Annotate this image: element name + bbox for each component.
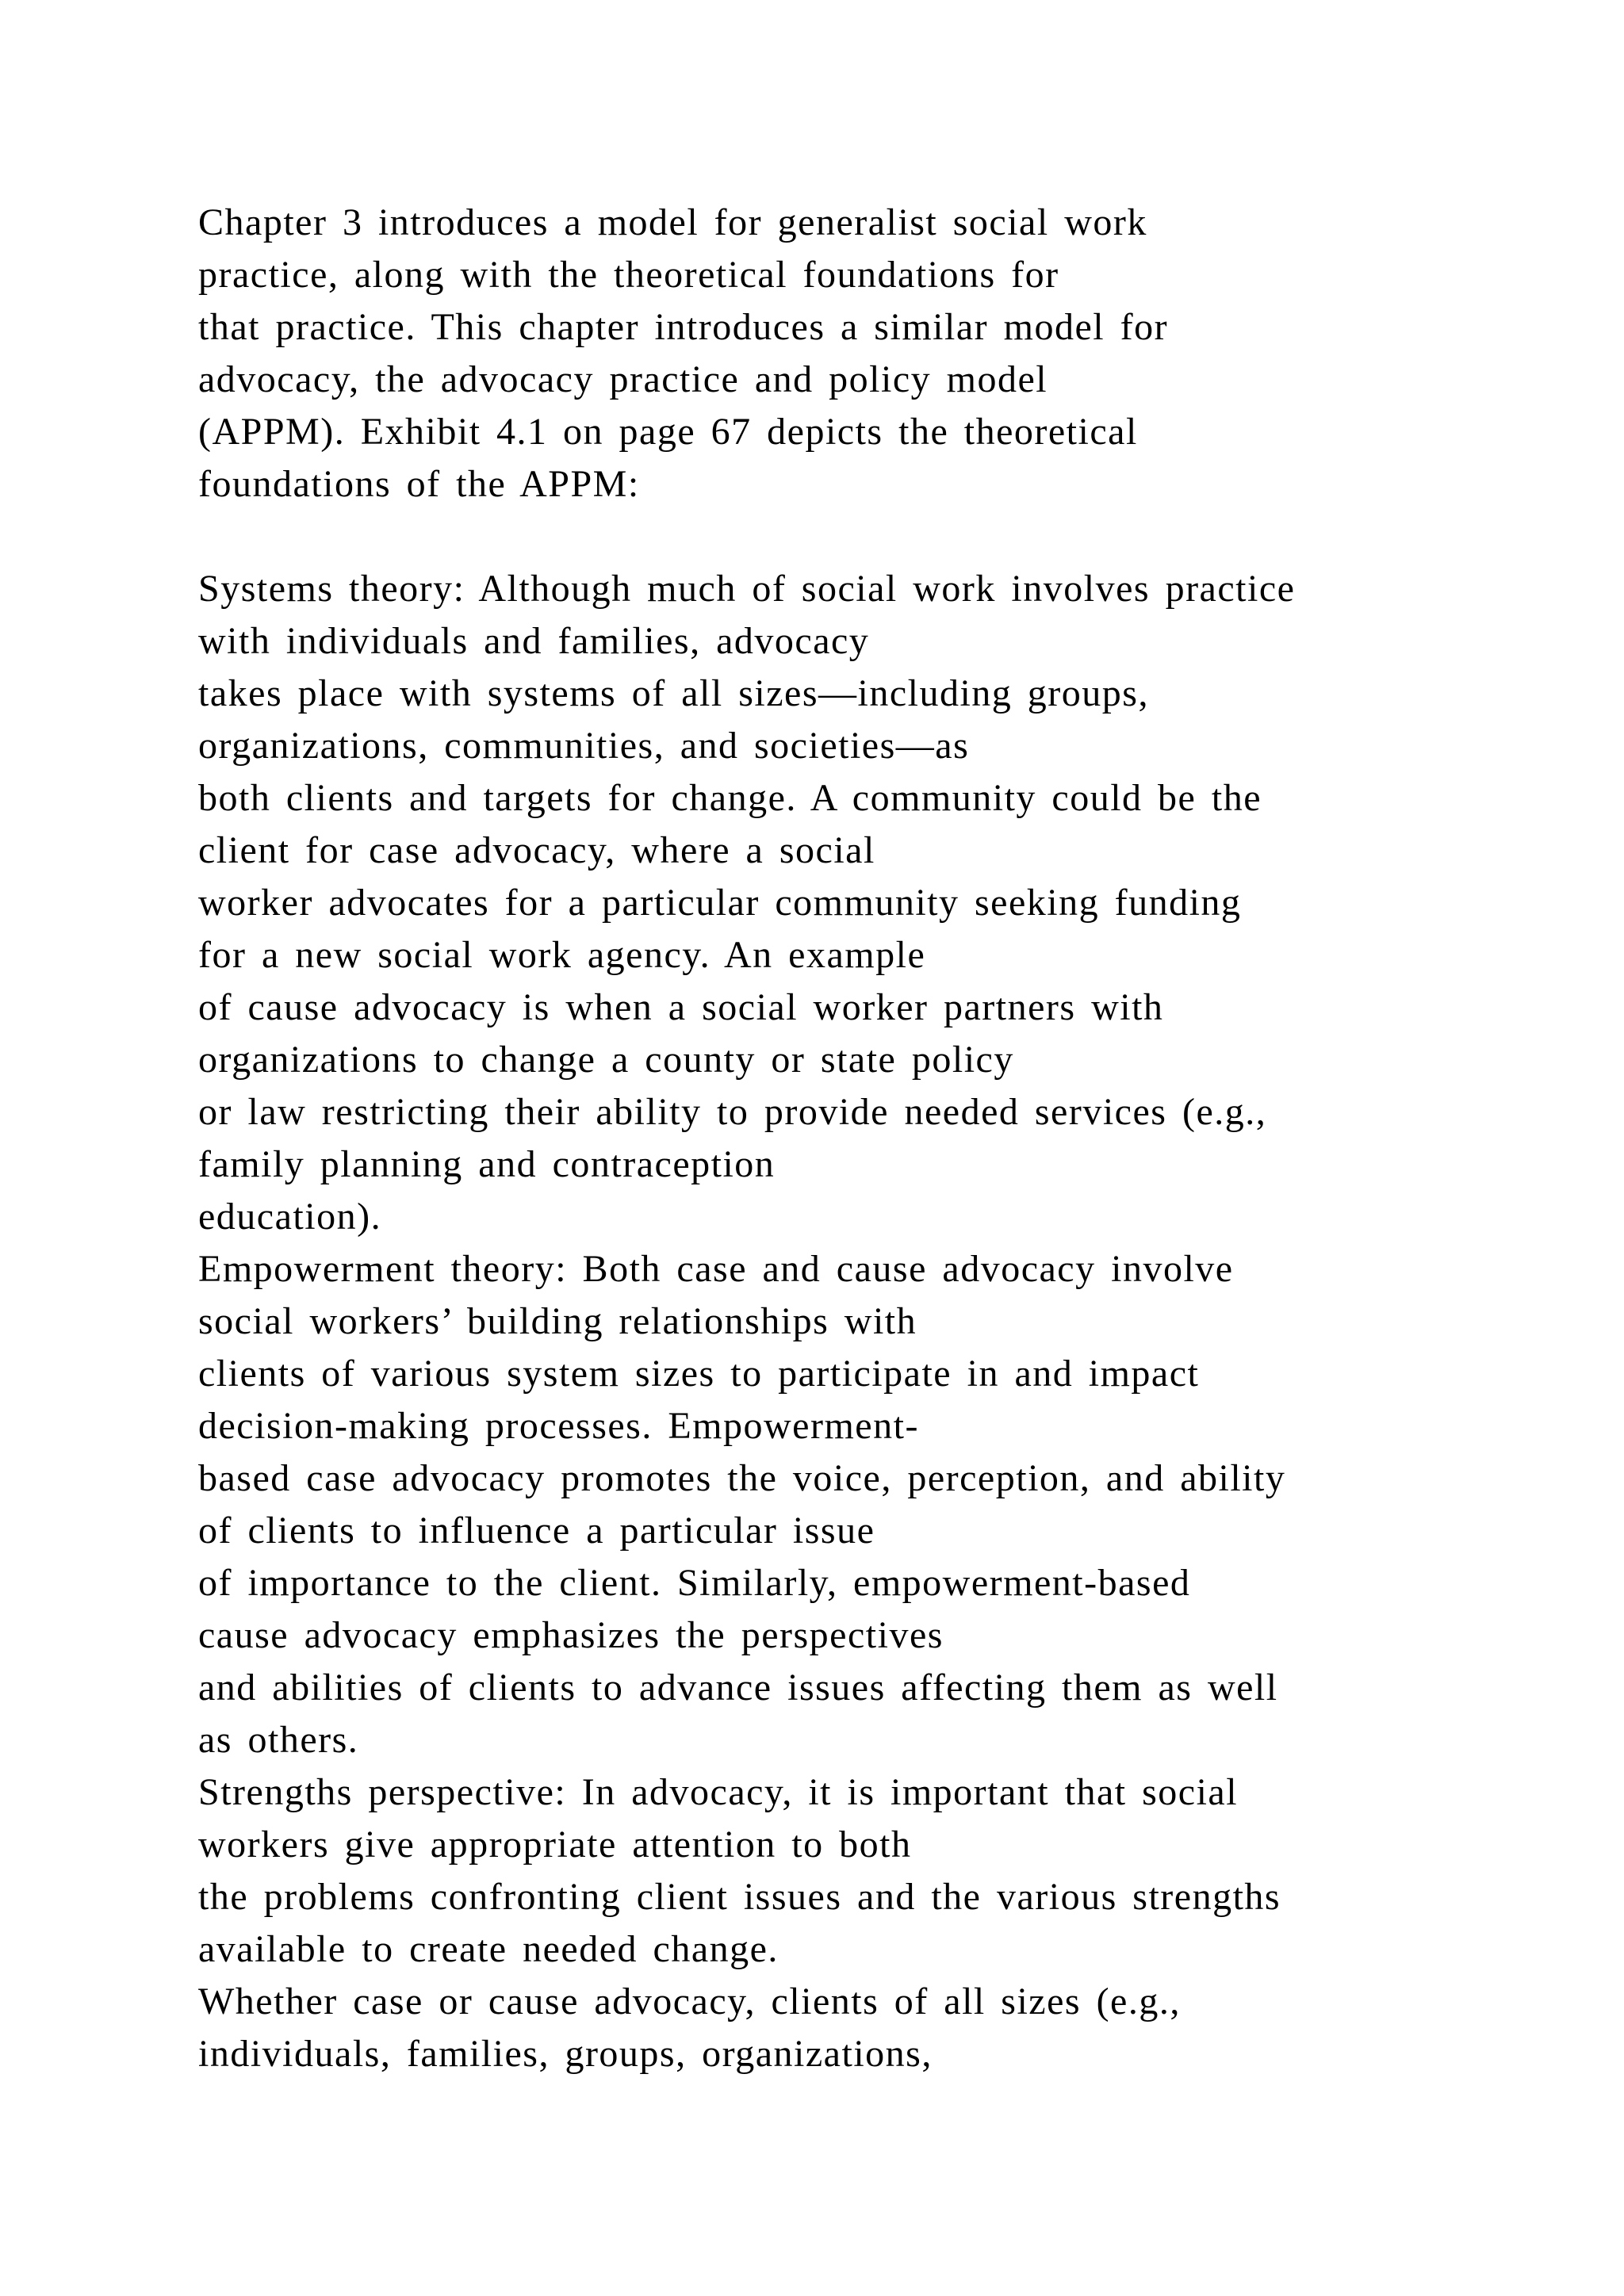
text-line: of importance to the client. Similarly, empowerment-based [198,1562,1191,1604]
text-line: Systems theory: Although much of social work involves practice [198,568,1296,610]
text-line: of cause advocacy is when a social worker partners with [198,986,1164,1028]
text-line: organizations, communities, and societies—as [198,725,970,767]
text-line: family planning and contraception [198,1143,776,1185]
text-line: based case advocacy promotes the voice, perception, and ability [198,1457,1286,1499]
text-line: (APPM). Exhibit 4.1 on page 67 depicts the theoretical [198,411,1138,453]
paragraph-gap [198,511,1546,563]
text-line: practice, along with the theoretical foundations for [198,254,1059,296]
text-line: or law restricting their ability to provide needed services (e.g., [198,1091,1267,1133]
text-line: available to create needed change. [198,1928,779,1970]
text-line: clients of various system sizes to participate in and impact [198,1353,1200,1395]
text-line: that practice. This chapter introduces a similar model for [198,306,1169,348]
text-line: cause advocacy emphasizes the perspectives [198,1614,944,1656]
document-text [198,197,1546,2080]
text-line: Strengths perspective: In advocacy, it is important that social [198,1771,1239,1813]
text-line: client for case advocacy, where a social [198,829,875,871]
text-line: with individuals and families, advocacy [198,620,870,662]
text-line: both clients and targets for change. A community could be the [198,777,1262,819]
text-line: takes place with systems of all sizes—including groups, [198,672,1149,714]
text-line: for a new social work agency. An example [198,934,926,976]
text-line: decision-making processes. Empowerment- [198,1405,919,1447]
text-line: advocacy, the advocacy practice and policy model [198,358,1048,400]
text-line: Chapter 3 introduces a model for generalist social work [198,201,1147,243]
text-line: organizations to change a county or state policy [198,1039,1014,1081]
text-line: individuals, families, groups, organizations, [198,2033,933,2075]
text-line: worker advocates for a particular community seeking funding [198,882,1242,924]
text-line: of clients to influence a particular issue [198,1510,875,1552]
text-line: as others. [198,1719,359,1761]
text-line: education). [198,1196,382,1238]
text-line: social workers’ building relationships with [198,1300,917,1342]
text-line: the problems confronting client issues and the various strengths [198,1876,1281,1918]
text-line: Whether case or cause advocacy, clients of all sizes (e.g., [198,1980,1181,2022]
text-line: Empowerment theory: Both case and cause advocacy involve [198,1248,1234,1290]
text-line: workers give appropriate attention to both [198,1823,912,1866]
text-line: and abilities of clients to advance issues affecting them as well [198,1667,1278,1709]
text-line: foundations of the APPM: [198,463,640,505]
